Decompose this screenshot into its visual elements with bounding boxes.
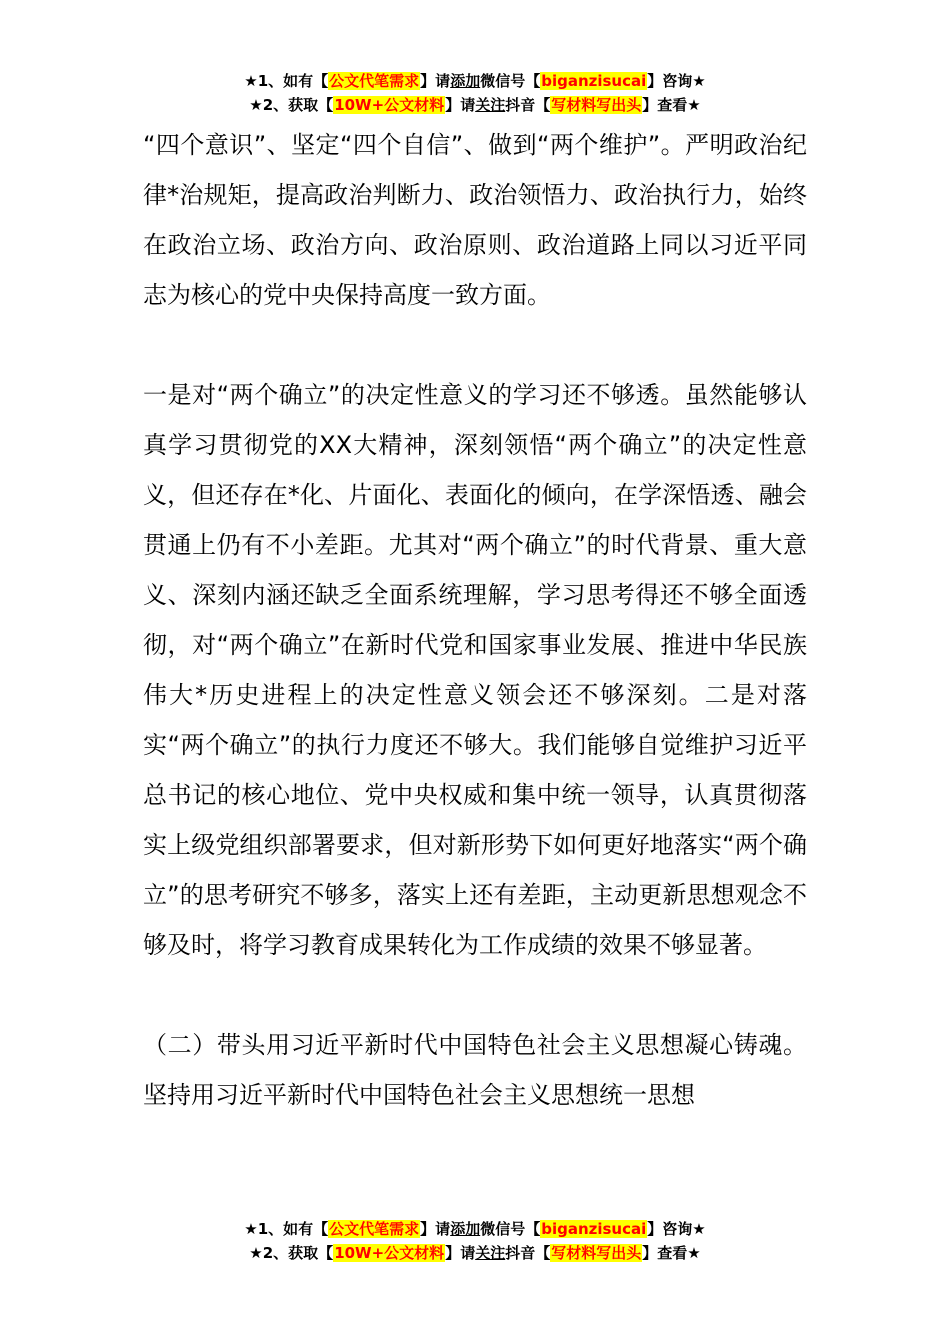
banner-highlight: 公文代笔需求 [329,72,420,90]
banner-line-2: ★2、获取【10W+公文材料】请关注抖音【写材料写出头】查看★ [249,1244,701,1262]
banner-highlight: 10W+公文材料 [334,1244,445,1262]
paragraph: “四个意识”、坚定“四个自信”、做到“两个维护”。严明政治纪律*治规矩，提高政治判断力、政治领悟力、政治执行力，始终在政治立场、政治方向、政治原则、政治道路上同以习近平同志为核心的党中央保持高度一致方面。 [143,131,807,309]
banner-highlight: biganzisucai [541,1220,647,1238]
banner-highlight: 写材料写出头 [551,96,642,114]
header-banner [0,69,950,117]
banner-line-1: ★1、如有【公文代笔需求】请添加微信号【biganzisucai】咨询★ [244,1220,706,1238]
banner-line-2: ★2、获取【10W+公文材料】请关注抖音【写材料写出头】查看★ [249,96,701,114]
paragraph-spacer [143,970,807,1020]
banner-highlight: 10W+公文材料 [334,96,445,114]
footer-banner [0,1217,950,1265]
banner-line-1: ★1、如有【公文代笔需求】请添加微信号【biganzisucai】咨询★ [244,72,706,90]
banner-highlight: 写材料写出头 [551,1244,642,1262]
banner-highlight: 公文代笔需求 [329,1220,420,1238]
paragraph: 一是对“两个确立”的决定性意义的学习还不够透。虽然能够认真学习贯彻党的XX大精神，深刻领悟“两个确立”的决定性意义，但还存在*化、片面化、表面化的倾向，在学深悟透、融会贯通上仍有不小差距。尤其对“两个确立”的时代背景、重大意义、深刻内涵还缺乏全面系统理解，学习思考得还不够全面透彻，对“两个确立”在新时代党和国家事业发展、推进中华民族伟大*历史进程上的决定性意义领会还不够深刻。二是对落实“两个确立”的执行力度还不够大。我们能够自觉维护习近平总书记的核心地位、党中央权威和集中统一领导，认真贯彻落实上级党组织部署要求，但对新形势下如何更好地落实“两个确立”的思考研究不够多，落实上还有差距，主动更新思想观念不够及时，将学习教育成果转化为工作成绩的效果不够显著。 [143,381,807,959]
paragraph-spacer [143,320,807,370]
document-body [143,120,807,1120]
paragraph: （二）带头用习近平新时代中国特色社会主义思想凝心铸魂。坚持用习近平新时代中国特色社会主义思想统一思想 [143,1031,807,1109]
banner-highlight: biganzisucai [541,72,647,90]
